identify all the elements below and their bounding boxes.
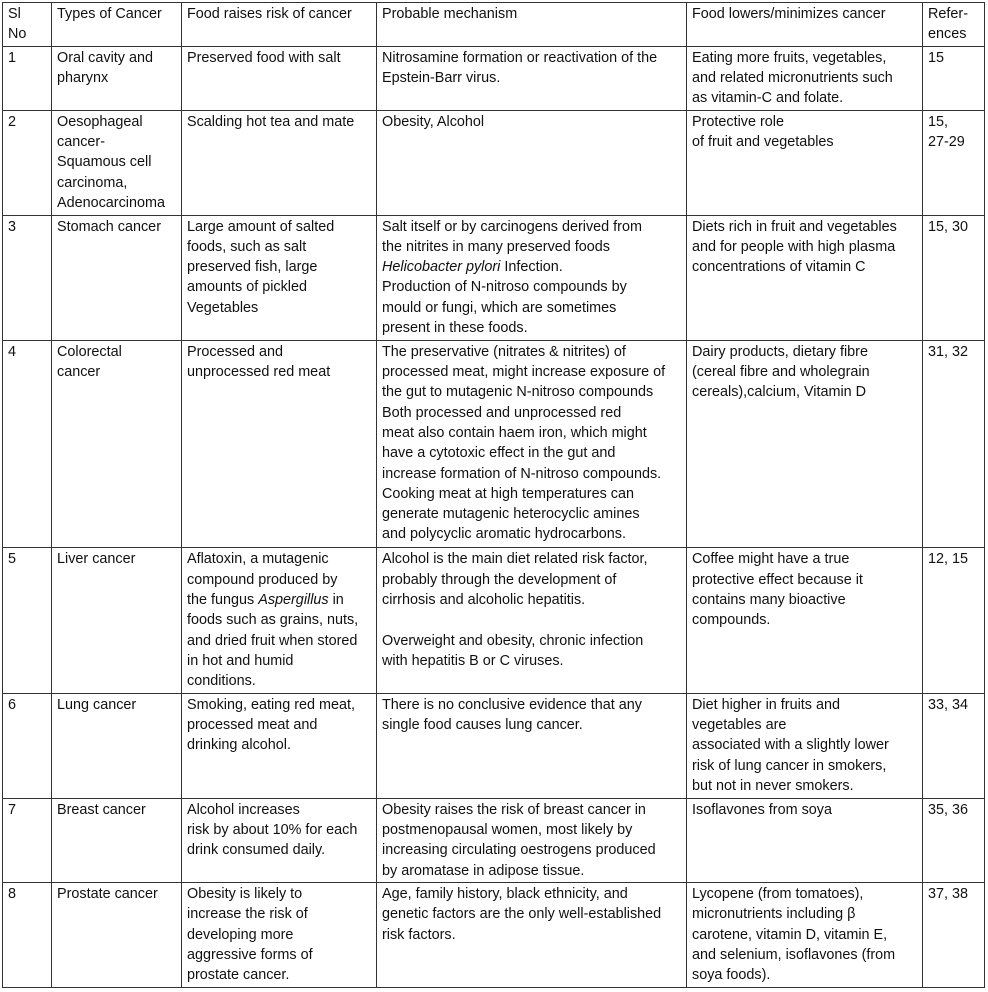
cell-text-line: foods, such as salt xyxy=(187,238,307,255)
cell-food-lowers-risk xyxy=(687,340,923,548)
table-row xyxy=(3,693,985,798)
cell-text-line: Production of N-nitroso compounds by xyxy=(382,279,627,296)
cell-text-line xyxy=(382,610,681,630)
cell-text-line: Food lowers/minimizes cancer xyxy=(692,6,886,22)
cell-food-lowers-risk xyxy=(687,548,923,694)
cell-text-line: Preserved food with salt xyxy=(187,49,341,66)
cell-text-line: Colorectal xyxy=(57,343,122,360)
cell-food-raises-risk xyxy=(182,883,377,988)
cell-text-line: 15, 30 xyxy=(928,218,969,235)
cell-text-line: Protective role xyxy=(692,113,784,130)
cell-food-lowers-risk xyxy=(687,693,923,798)
cell-text-line: 33, 34 xyxy=(928,696,969,713)
cell-text-line: of fruit and vegetables xyxy=(692,134,834,151)
cell-references xyxy=(923,110,985,215)
cell-text-line: concentrations of vitamin C xyxy=(692,259,866,276)
cell-text-line: contains many bioactive xyxy=(692,591,846,608)
cell-cancer-type xyxy=(52,548,182,694)
cell-text-line: Alcohol increases xyxy=(187,801,300,818)
header-food-raises-risk xyxy=(182,3,377,47)
cell-probable-mechanism xyxy=(377,693,687,798)
cell-text-line: cancer xyxy=(57,364,101,381)
cell-text-line: 3 xyxy=(8,218,17,235)
cell-food-raises-risk xyxy=(182,215,377,340)
cell-food-raises-risk xyxy=(182,110,377,215)
cell-text-line: Adenocarcinoma xyxy=(57,194,165,211)
header-references xyxy=(923,3,985,47)
cell-text-line: 5 xyxy=(8,551,17,568)
cell-cancer-type xyxy=(52,46,182,110)
cell-text-line: unprocessed red meat xyxy=(187,364,331,381)
cell-text-line: 8 xyxy=(8,886,17,903)
cell-references xyxy=(923,215,985,340)
cell-text-line: Sl xyxy=(8,6,21,22)
cell-text-line: genetic factors are the only well-established xyxy=(382,906,662,923)
cell-text-line: preserved fish, large xyxy=(187,259,318,276)
cell-text-line: compounds. xyxy=(692,612,771,629)
cell-text-line: the nitrites in many preserved foods xyxy=(382,238,610,255)
cell-text-line: Eating more fruits, vegetables, xyxy=(692,49,887,66)
cell-sl-no xyxy=(3,798,52,882)
cell-text-line: Oral cavity and xyxy=(57,49,153,66)
cell-text-line: and for people with high plasma xyxy=(692,238,896,255)
cell-sl-no xyxy=(3,548,52,694)
cell-text-line: present in these foods. xyxy=(382,320,528,337)
cell-text-line: Stomach cancer xyxy=(57,218,161,235)
cell-cancer-type xyxy=(52,340,182,548)
cell-text-line: 4 xyxy=(8,343,17,360)
cell-references xyxy=(923,883,985,988)
cell-text-line: Smoking, eating red meat, xyxy=(187,696,355,713)
cell-text-line: 27-29 xyxy=(928,134,965,151)
cell-text-line: by aromatase in adipose tissue. xyxy=(382,862,585,879)
cell-probable-mechanism xyxy=(377,46,687,110)
header-food-lowers-risk xyxy=(687,3,923,47)
cell-probable-mechanism xyxy=(377,883,687,988)
cell-food-raises-risk xyxy=(182,46,377,110)
cell-food-lowers-risk xyxy=(687,110,923,215)
cell-text-line: 2 xyxy=(8,113,17,130)
cell-references xyxy=(923,693,985,798)
cell-text-line: Both processed and unprocessed red xyxy=(382,404,622,421)
cell-text-line: risk factors. xyxy=(382,926,456,943)
cell-text-line: have a cytotoxic effect in the gut and xyxy=(382,445,616,462)
cell-sl-no xyxy=(3,883,52,988)
cell-text-line: Helicobacter pylori Infection. xyxy=(382,259,563,276)
cell-text-line: risk of lung cancer in smokers, xyxy=(692,757,887,774)
cell-text-line: Lycopene (from tomatoes), xyxy=(692,886,864,903)
cell-text-line: increase formation of N-nitroso compounds. xyxy=(382,465,662,482)
cell-text-line: Vegetables xyxy=(187,299,259,316)
table-header-row xyxy=(3,3,985,47)
table-row xyxy=(3,340,985,548)
cell-text-line: increasing circulating oestrogens produced xyxy=(382,842,656,859)
cell-text-line: as vitamin-C and folate. xyxy=(692,90,844,107)
cell-text-line: meat also contain haem iron, which might xyxy=(382,424,647,441)
cell-references xyxy=(923,798,985,882)
cell-text-line: Diet higher in fruits and xyxy=(692,696,840,713)
cell-text-line: 35, 36 xyxy=(928,801,969,818)
cell-text-line: drinking alcohol. xyxy=(187,737,291,754)
cell-text-line: postmenopausal women, most likely by xyxy=(382,821,633,838)
table-row xyxy=(3,883,985,988)
cell-text-line: Processed and xyxy=(187,343,283,360)
cell-text-line: conditions. xyxy=(187,673,256,690)
cell-text-line: cancer- xyxy=(57,134,105,151)
cell-cancer-type xyxy=(52,883,182,988)
cell-sl-no xyxy=(3,215,52,340)
table-row xyxy=(3,215,985,340)
cell-cancer-type xyxy=(52,693,182,798)
cell-text-line: probably through the development of xyxy=(382,571,617,588)
cell-food-raises-risk xyxy=(182,798,377,882)
table-row xyxy=(3,798,985,882)
cell-references xyxy=(923,340,985,548)
cell-text-line: the fungus Aspergillus in xyxy=(187,591,344,608)
cell-text-line: No xyxy=(8,26,27,43)
header-probable-mechanism xyxy=(377,3,687,47)
cell-text-line: 37, 38 xyxy=(928,886,969,903)
cell-text-line: carotene, vitamin D, vitamin E, xyxy=(692,926,888,943)
cell-text-line: Prostate cancer xyxy=(57,886,158,903)
cell-text-line: Probable mechanism xyxy=(382,6,518,22)
cell-text-line: processed meat, might increase exposure of xyxy=(382,364,666,381)
cell-text-line: Breast cancer xyxy=(57,801,146,818)
cell-text-line: compound produced by xyxy=(187,571,338,588)
cell-cancer-type xyxy=(52,798,182,882)
cell-text-line: prostate cancer. xyxy=(187,967,290,984)
cell-sl-no xyxy=(3,340,52,548)
cell-text-line: Salt itself or by carcinogens derived from xyxy=(382,218,642,235)
cell-text-line: and dried fruit when stored xyxy=(187,632,358,649)
cell-food-raises-risk xyxy=(182,548,377,694)
cell-text-line: Types of Cancer xyxy=(57,6,162,22)
cell-text-line: with hepatitis B or C viruses. xyxy=(382,652,564,669)
cell-text-line: ences xyxy=(928,26,967,43)
cell-text-line: Nitrosamine formation or reactivation of the xyxy=(382,49,658,66)
cancer-food-table xyxy=(2,2,985,988)
table-row xyxy=(3,46,985,110)
cell-food-raises-risk xyxy=(182,340,377,548)
cell-text-line: Food raises risk of cancer xyxy=(187,6,352,22)
cell-text-line: Oesophageal xyxy=(57,113,143,130)
cell-food-lowers-risk xyxy=(687,46,923,110)
cell-text-line: mould or fungi, which are sometimes xyxy=(382,299,617,316)
cell-text-line: and selenium, isoflavones (from xyxy=(692,947,896,964)
cell-food-lowers-risk xyxy=(687,798,923,882)
cell-text-line: cirrhosis and alcoholic hepatitis. xyxy=(382,591,586,608)
cell-text-line: Aflatoxin, a mutagenic xyxy=(187,551,329,568)
cell-text-line: 7 xyxy=(8,801,17,818)
cell-probable-mechanism xyxy=(377,548,687,694)
cell-sl-no xyxy=(3,46,52,110)
cell-food-lowers-risk xyxy=(687,215,923,340)
cell-text-line: drink consumed daily. xyxy=(187,842,326,859)
cell-text-line: associated with a slightly lower xyxy=(692,737,889,754)
cell-text-line: Scalding hot tea and mate xyxy=(187,113,355,130)
cell-text-line: Obesity, Alcohol xyxy=(382,113,485,130)
cell-text-line: Squamous cell xyxy=(57,154,152,171)
cell-probable-mechanism xyxy=(377,798,687,882)
italic-term: Helicobacter pylori xyxy=(382,259,501,276)
cell-text-line: carcinoma, xyxy=(57,174,128,191)
cell-text-line: in hot and humid xyxy=(187,652,294,669)
cell-text-line: 12, 15 xyxy=(928,551,969,568)
cell-sl-no xyxy=(3,110,52,215)
cell-text-line: developing more xyxy=(187,926,294,943)
cell-probable-mechanism xyxy=(377,215,687,340)
cell-text-line: 15 xyxy=(928,49,945,66)
cell-text-line: Coffee might have a true xyxy=(692,551,850,568)
cell-text-line: micronutrients including β xyxy=(692,906,856,923)
cell-text-line: pharynx xyxy=(57,70,109,87)
cell-text-line: foods such as grains, nuts, xyxy=(187,612,359,629)
cell-text-line: Refer- xyxy=(928,6,968,22)
cell-cancer-type xyxy=(52,215,182,340)
cell-text-line: 6 xyxy=(8,696,17,713)
cell-text-line: Cooking meat at high temperatures can xyxy=(382,485,634,502)
cell-text-line: processed meat and xyxy=(187,717,318,734)
cell-text-line: and related micronutrients such xyxy=(692,70,893,87)
cell-sl-no xyxy=(3,693,52,798)
cell-text-line: 15, xyxy=(928,113,949,130)
cell-text-line: risk by about 10% for each xyxy=(187,821,358,838)
cell-text-line: There is no conclusive evidence that any xyxy=(382,696,642,713)
cell-references xyxy=(923,548,985,694)
cell-text-line: generate mutagenic heterocyclic amines xyxy=(382,506,640,523)
cell-text-line: Liver cancer xyxy=(57,551,136,568)
cell-text-line: Isoflavones from soya xyxy=(692,801,832,818)
cell-probable-mechanism xyxy=(377,340,687,548)
cell-text-line: and polycyclic aromatic hydrocarbons. xyxy=(382,526,626,543)
cell-text-line: Age, family history, black ethnicity, and xyxy=(382,886,628,903)
cell-references xyxy=(923,46,985,110)
cell-food-lowers-risk xyxy=(687,883,923,988)
cell-text-line: the gut to mutagenic N-nitroso compounds xyxy=(382,384,654,401)
cell-text-line: (cereal fibre and wholegrain xyxy=(692,364,870,381)
cell-text-line: cereals),calcium, Vitamin D xyxy=(692,384,867,401)
table-row xyxy=(3,110,985,215)
cell-text-line: aggressive forms of xyxy=(187,947,313,964)
cell-probable-mechanism xyxy=(377,110,687,215)
cell-text-line: 1 xyxy=(8,49,17,66)
cell-text-line: Large amount of salted xyxy=(187,218,335,235)
cell-text-line: 31, 32 xyxy=(928,343,969,360)
cell-text-line: soya foods). xyxy=(692,967,771,984)
cell-text-line: increase the risk of xyxy=(187,906,308,923)
cell-text-line: Overweight and obesity, chronic infection xyxy=(382,632,644,649)
cell-text-line: Obesity is likely to xyxy=(187,886,303,903)
cell-text-line: The preservative (nitrates & nitrites) of xyxy=(382,343,626,360)
cell-food-raises-risk xyxy=(182,693,377,798)
cell-text-line: but not in never smokers. xyxy=(692,778,854,795)
cell-text-line: Epstein-Barr virus. xyxy=(382,70,501,87)
cell-text-line: Diets rich in fruit and vegetables xyxy=(692,218,897,235)
cell-text-line: protective effect because it xyxy=(692,571,863,588)
cell-text-line: Lung cancer xyxy=(57,696,137,713)
cell-text-line: Obesity raises the risk of breast cancer in xyxy=(382,801,646,818)
cell-text-line: vegetables are xyxy=(692,717,787,734)
cell-text-line: Alcohol is the main diet related risk factor, xyxy=(382,551,648,568)
italic-term: Aspergillus xyxy=(258,591,329,608)
header-sl-no xyxy=(3,3,52,47)
cell-text-line: single food causes lung cancer. xyxy=(382,717,583,734)
cell-text-line: Dairy products, dietary fibre xyxy=(692,343,868,360)
table-row xyxy=(3,548,985,694)
cell-cancer-type xyxy=(52,110,182,215)
cell-text-line: amounts of pickled xyxy=(187,279,307,296)
header-cancer-type xyxy=(52,3,182,47)
